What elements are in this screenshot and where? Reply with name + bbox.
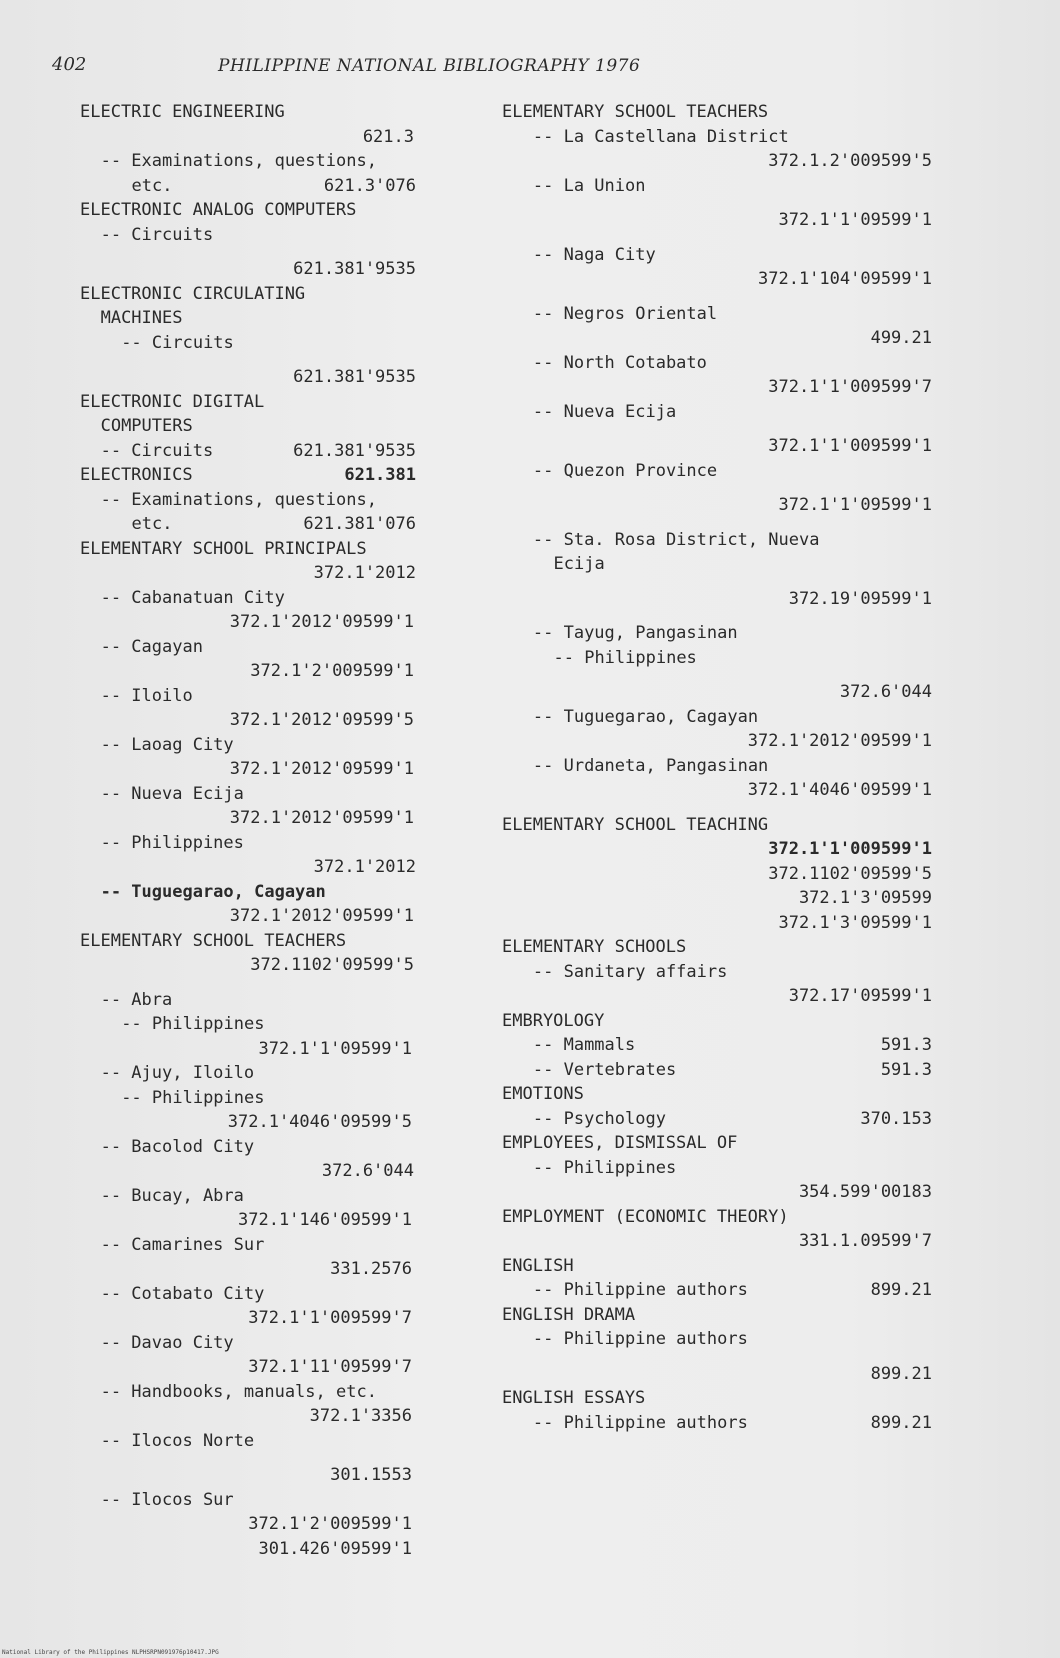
index-line bbox=[80, 1257, 442, 1282]
index-line bbox=[502, 1205, 932, 1230]
classification-number: 621.381 bbox=[344, 465, 416, 485]
index-line bbox=[502, 935, 932, 960]
heading-text: -- Vertebrates bbox=[532, 1059, 677, 1080]
index-line bbox=[80, 855, 442, 880]
heading-text: -- Mammals bbox=[532, 1035, 636, 1055]
heading-text: -- Psychology bbox=[532, 1108, 666, 1129]
index-line bbox=[80, 561, 442, 586]
index-line bbox=[80, 929, 442, 954]
heading-text: EMPLOYEES, DISMISSAL OF bbox=[502, 1133, 738, 1153]
classification-number: 372.1'1'09599'1 bbox=[258, 1038, 412, 1059]
classification-number: 591.3 bbox=[880, 1059, 932, 1080]
index-line bbox=[80, 733, 442, 758]
index-line bbox=[502, 729, 932, 754]
index-line bbox=[502, 149, 932, 174]
heading-text: -- North Cotabato bbox=[532, 352, 707, 373]
heading-text: -- La Castellana District bbox=[532, 126, 789, 147]
index-line bbox=[80, 1380, 442, 1405]
heading-text: MACHINES bbox=[100, 308, 183, 328]
heading-text: -- Ilocos Norte bbox=[100, 1430, 255, 1451]
classification-number: 372.1'1'09599'1 bbox=[778, 495, 932, 515]
heading-text: -- Philippines bbox=[121, 1087, 265, 1108]
classification-number: 621.381'9535 bbox=[293, 440, 416, 461]
classification-number: 372.1'104'09599'1 bbox=[758, 269, 932, 289]
index-line bbox=[80, 1159, 442, 1184]
index-line bbox=[80, 1355, 442, 1380]
heading-text: ELEMENTARY SCHOOL PRINCIPALS bbox=[80, 538, 367, 559]
index-line bbox=[80, 757, 442, 782]
index-line bbox=[502, 459, 932, 484]
index-line bbox=[502, 1411, 932, 1436]
heading-text: ELEMENTARY SCHOOLS bbox=[502, 937, 687, 957]
classification-number: 372.6'044 bbox=[839, 682, 932, 702]
index-line bbox=[80, 149, 442, 174]
classification-number: 331.2576 bbox=[330, 1259, 412, 1279]
index-line bbox=[502, 587, 932, 612]
heading-text: ELEMENTARY SCHOOL TEACHERS bbox=[80, 930, 347, 951]
classification-number: 372.1'146'09599'1 bbox=[238, 1210, 412, 1230]
classification-number: 621.381'076 bbox=[303, 514, 416, 534]
index-line bbox=[80, 1135, 442, 1160]
index-line bbox=[80, 708, 442, 733]
index-line bbox=[80, 659, 442, 684]
classification-number: 372.1'4046'09599'1 bbox=[747, 780, 932, 800]
index-line bbox=[80, 782, 442, 807]
index-line bbox=[502, 1327, 932, 1352]
index-line bbox=[502, 375, 932, 400]
index-line bbox=[502, 1362, 932, 1387]
index-line bbox=[80, 1404, 442, 1429]
heading-text: -- Circuits bbox=[100, 440, 214, 461]
classification-number: 372.1'2012'09599'1 bbox=[747, 731, 932, 751]
classification-number: 372.1'2012 bbox=[313, 563, 416, 583]
index-line bbox=[80, 831, 442, 856]
heading-text: EMOTIONS bbox=[502, 1084, 584, 1104]
left-column bbox=[80, 100, 442, 1561]
classification-number: 372.1'1'09599'1 bbox=[778, 210, 932, 230]
classification-number: 372.1'1'009599'7 bbox=[248, 1308, 412, 1328]
index-line bbox=[80, 904, 442, 929]
index-line bbox=[502, 552, 932, 577]
index-line bbox=[502, 646, 932, 671]
heading-text: -- Philippine authors bbox=[532, 1280, 748, 1300]
heading-text: -- Negros Oriental bbox=[532, 303, 718, 324]
classification-number: 372.1'1'009599'7 bbox=[768, 377, 932, 397]
index-line bbox=[502, 1229, 932, 1254]
index-line bbox=[502, 1254, 932, 1279]
classification-number: 372.1'2012 bbox=[313, 857, 416, 877]
index-line bbox=[502, 886, 932, 911]
classification-number: 899.21 bbox=[870, 1412, 932, 1433]
heading-text: -- Philippine authors bbox=[532, 1412, 748, 1433]
index-line bbox=[502, 680, 932, 705]
heading-text: COMPUTERS bbox=[100, 416, 193, 436]
index-line bbox=[502, 1058, 932, 1083]
index-line bbox=[80, 586, 442, 611]
index-line bbox=[502, 1278, 932, 1303]
heading-text: -- La Union bbox=[532, 175, 646, 196]
heading-text: -- Tuguegarao, Cagayan bbox=[532, 706, 759, 727]
index-line bbox=[502, 326, 932, 351]
index-line bbox=[502, 862, 932, 887]
index-line bbox=[80, 1012, 442, 1037]
index-line bbox=[80, 125, 442, 150]
index-line bbox=[80, 1429, 442, 1454]
index-line bbox=[80, 463, 442, 488]
heading-text: -- Sta. Rosa District, Nueva bbox=[532, 529, 820, 550]
classification-number: 372.1102'09599'5 bbox=[768, 863, 932, 884]
heading-text: etc. bbox=[131, 514, 173, 534]
classification-number: 372.1'1'009599'1 bbox=[768, 839, 932, 859]
index-line bbox=[80, 1537, 442, 1562]
index-line bbox=[80, 880, 442, 905]
heading-text: ENGLISH ESSAYS bbox=[502, 1388, 646, 1408]
heading-text: ELEMENTARY SCHOOL TEACHERS bbox=[502, 102, 769, 122]
index-line bbox=[80, 635, 442, 660]
classification-number: 372.1'2012'09599'1 bbox=[229, 759, 414, 779]
running-head: PHILIPPINE NATIONAL BIBLIOGRAPHY 1976 bbox=[218, 56, 641, 76]
index-line bbox=[80, 610, 442, 635]
heading-text: ENGLISH DRAMA bbox=[502, 1304, 636, 1325]
index-line bbox=[502, 351, 932, 376]
heading-text: EMPLOYMENT (ECONOMIC THEORY) bbox=[502, 1206, 789, 1227]
index-line bbox=[502, 1303, 932, 1328]
heading-text: ELECTRONIC ANALOG COMPUTERS bbox=[80, 200, 357, 220]
classification-number: 372.1'11'09599'7 bbox=[248, 1357, 412, 1377]
classification-number: 372.19'09599'1 bbox=[788, 588, 932, 609]
index-line bbox=[80, 684, 442, 709]
index-line bbox=[80, 439, 442, 464]
classification-number: 372.1'3356 bbox=[309, 1406, 412, 1426]
index-line bbox=[80, 223, 442, 248]
index-line bbox=[80, 806, 442, 831]
index-line bbox=[502, 1009, 932, 1034]
classification-number: 354.599'00183 bbox=[798, 1182, 932, 1202]
heading-text: -- Philippines bbox=[553, 647, 697, 668]
index-line bbox=[80, 1110, 442, 1135]
index-line bbox=[80, 1208, 442, 1233]
index-line bbox=[80, 488, 442, 513]
index-line bbox=[502, 434, 932, 459]
heading-text: -- Philippine authors bbox=[532, 1329, 748, 1349]
classification-number: 372.1'3'09599'1 bbox=[778, 912, 932, 933]
index-line bbox=[502, 778, 932, 803]
heading-text: ELECTRONICS bbox=[80, 465, 193, 485]
index-line bbox=[502, 243, 932, 268]
classification-number: 372.1'2012'09599'5 bbox=[229, 710, 414, 730]
index-line bbox=[502, 1386, 932, 1411]
index-line bbox=[502, 125, 932, 150]
index-line bbox=[502, 813, 932, 838]
heading-text: -- Laoag City bbox=[100, 734, 234, 755]
index-line bbox=[80, 390, 442, 415]
index-line bbox=[80, 1086, 442, 1111]
index-line bbox=[80, 537, 442, 562]
index-line bbox=[80, 1037, 442, 1062]
index-line bbox=[80, 198, 442, 223]
index-line bbox=[502, 400, 932, 425]
classification-number: 621.381'9535 bbox=[293, 367, 416, 387]
heading-text: -- Cabanatuan City bbox=[100, 587, 285, 608]
classification-number: 499.21 bbox=[870, 328, 932, 348]
heading-text: EMBRYOLOGY bbox=[502, 1010, 605, 1031]
classification-number: 301.1553 bbox=[330, 1465, 412, 1485]
index-line bbox=[502, 1156, 932, 1181]
classification-number: 372.1'2012'09599'1 bbox=[229, 906, 414, 926]
heading-text: -- Cagayan bbox=[100, 636, 203, 657]
index-line bbox=[502, 837, 932, 862]
index-line bbox=[502, 754, 932, 779]
index-line bbox=[80, 257, 442, 282]
index-line bbox=[502, 1131, 932, 1156]
classification-number: 591.3 bbox=[880, 1035, 932, 1055]
index-line bbox=[502, 960, 932, 985]
classification-number: 331.1.09599'7 bbox=[798, 1231, 932, 1251]
heading-text: -- Tuguegarao, Cagayan bbox=[100, 881, 326, 902]
index-line bbox=[502, 1082, 932, 1107]
heading-text: -- Camarines Sur bbox=[100, 1234, 265, 1255]
heading-text: -- Urdaneta, Pangasinan bbox=[532, 755, 769, 776]
heading-text: -- Nueva Ecija bbox=[100, 783, 244, 804]
index-line bbox=[502, 1033, 932, 1058]
heading-text: ENGLISH bbox=[502, 1255, 574, 1276]
heading-text: -- Tayug, Pangasinan bbox=[532, 623, 738, 643]
classification-number: 372.1'2'009599'1 bbox=[250, 661, 414, 681]
heading-text: ELECTRONIC CIRCULATING bbox=[80, 283, 306, 304]
index-line bbox=[502, 911, 932, 936]
heading-text: -- Circuits bbox=[121, 332, 234, 353]
classification-number: 370.153 bbox=[860, 1108, 932, 1129]
heading-text: -- Circuits bbox=[100, 224, 214, 245]
index-line bbox=[80, 100, 442, 125]
classification-number: 372.1'2012'09599'1 bbox=[229, 808, 414, 828]
heading-text: ELEMENTARY SCHOOL TEACHING bbox=[502, 814, 769, 835]
classification-number: 899.21 bbox=[870, 1363, 932, 1384]
heading-text: -- Bucay, Abra bbox=[100, 1185, 244, 1206]
classification-number: 372.1'1'009599'1 bbox=[768, 436, 932, 456]
classification-number: 301.426'09599'1 bbox=[258, 1538, 412, 1559]
index-line bbox=[502, 1180, 932, 1205]
heading-text: -- Philippines bbox=[532, 1157, 677, 1178]
index-line bbox=[80, 1306, 442, 1331]
classification-number: 621.3'076 bbox=[323, 175, 416, 196]
classification-number: 372.17'09599'1 bbox=[788, 986, 932, 1006]
index-line bbox=[80, 414, 442, 439]
index-line bbox=[80, 953, 442, 978]
index-line bbox=[502, 493, 932, 518]
index-line bbox=[502, 705, 932, 730]
index-line bbox=[80, 1282, 442, 1307]
index-line bbox=[80, 988, 442, 1013]
index-line bbox=[80, 365, 442, 390]
heading-text: -- Philippines bbox=[121, 1014, 265, 1034]
classification-number: 899.21 bbox=[870, 1280, 932, 1300]
heading-text: -- Examinations, questions, bbox=[100, 151, 377, 171]
classification-number: 372.1'4046'09599'5 bbox=[227, 1112, 412, 1132]
classification-number: 621.381'9535 bbox=[293, 259, 416, 279]
index-line bbox=[502, 621, 932, 646]
index-line bbox=[502, 208, 932, 233]
index-line bbox=[502, 528, 932, 553]
index-line bbox=[502, 267, 932, 292]
index-line bbox=[80, 331, 442, 356]
index-line bbox=[80, 1331, 442, 1356]
index-line bbox=[80, 1233, 442, 1258]
heading-text: -- Ajuy, Iloilo bbox=[100, 1063, 255, 1083]
index-line bbox=[80, 306, 442, 331]
heading-text: -- Handbooks, manuals, etc. bbox=[100, 1381, 377, 1402]
classification-number: 372.1.2'009599'5 bbox=[768, 151, 932, 171]
classification-number: 621.3 bbox=[362, 126, 414, 147]
classification-number: 372.1102'09599'5 bbox=[250, 955, 414, 975]
heading-text: -- Cotabato City bbox=[100, 1283, 265, 1304]
heading-text: -- Iloilo bbox=[100, 685, 193, 706]
page-number: 402 bbox=[52, 54, 87, 75]
heading-text: ELECTRONIC DIGITAL bbox=[80, 391, 265, 412]
heading-text: -- Davao City bbox=[100, 1332, 234, 1353]
index-line bbox=[80, 1184, 442, 1209]
heading-text: -- Bacolod City bbox=[100, 1136, 255, 1157]
index-line bbox=[80, 1463, 442, 1488]
heading-text: -- Abra bbox=[100, 989, 173, 1010]
index-line bbox=[502, 100, 932, 125]
heading-text: -- Quezon Province bbox=[532, 460, 718, 481]
heading-text: -- Naga City bbox=[532, 244, 656, 265]
classification-number: 372.1'2012'09599'1 bbox=[229, 612, 414, 632]
scan-footer: National Library of the Philippines NLPHSRPN091976p10417.JPG bbox=[2, 1649, 219, 1656]
heading-text: -- Philippines bbox=[100, 832, 244, 853]
heading-text: ELECTRIC ENGINEERING bbox=[80, 102, 285, 122]
index-line bbox=[502, 302, 932, 327]
heading-text: etc. bbox=[131, 175, 173, 196]
index-line bbox=[502, 984, 932, 1009]
index-line bbox=[80, 282, 442, 307]
index-line bbox=[80, 1512, 442, 1537]
classification-number: 372.1'3'09599 bbox=[798, 888, 932, 908]
heading-text: -- Ilocos Sur bbox=[100, 1489, 234, 1510]
index-line bbox=[80, 512, 442, 537]
heading-text: Ecija bbox=[553, 554, 605, 574]
right-column bbox=[502, 100, 932, 1435]
index-line bbox=[80, 1488, 442, 1513]
classification-number: 372.1'2'009599'1 bbox=[248, 1514, 412, 1534]
index-line bbox=[80, 174, 442, 199]
heading-text: -- Sanitary affairs bbox=[532, 961, 728, 982]
index-line bbox=[80, 1061, 442, 1086]
index-line bbox=[502, 174, 932, 199]
heading-text: -- Examinations, questions, bbox=[100, 489, 377, 510]
classification-number: 372.6'044 bbox=[321, 1161, 414, 1181]
heading-text: -- Nueva Ecija bbox=[532, 401, 677, 422]
index-line bbox=[502, 1107, 932, 1132]
